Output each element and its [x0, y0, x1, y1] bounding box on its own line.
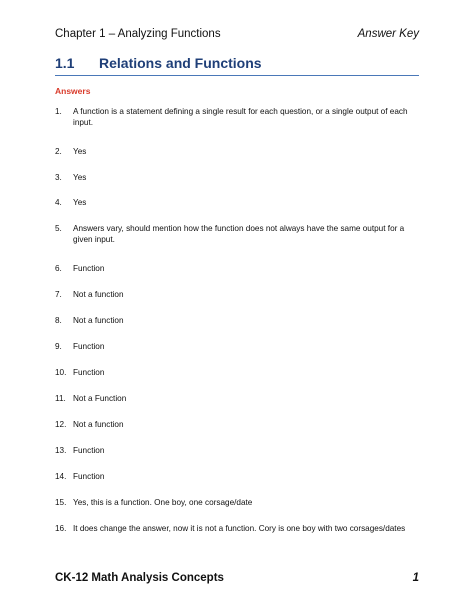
answer-item — [55, 172, 419, 183]
answer-number: 3. — [55, 173, 62, 182]
answer-item — [55, 445, 419, 456]
answer-item — [55, 197, 419, 208]
answer-number: 5. — [55, 224, 62, 233]
answer-number: 14. — [55, 472, 67, 481]
answer-number: 6. — [55, 264, 62, 273]
chapter-title: Chapter 1 – Analyzing Functions — [55, 28, 221, 40]
answer-text: Answers vary, should mention how the function does not always have the same output for a given input. — [73, 224, 405, 245]
answer-item — [55, 106, 419, 128]
answer-item — [55, 523, 419, 534]
answer-text: Function — [73, 446, 105, 455]
answer-item — [55, 419, 419, 430]
answer-list — [55, 0, 419, 613]
answer-text: Yes — [73, 147, 87, 156]
answer-text: Yes — [73, 173, 87, 182]
answer-text: Function — [73, 472, 105, 481]
answer-number: 9. — [55, 342, 62, 351]
section-number: 1.1 — [55, 55, 75, 71]
answer-item — [55, 393, 419, 404]
answer-text: Not a Function — [73, 394, 127, 403]
answer-text: Yes — [73, 198, 87, 207]
answer-number: 7. — [55, 290, 62, 299]
answer-number: 13. — [55, 446, 67, 455]
answer-number: 4. — [55, 198, 62, 207]
answer-item — [55, 315, 419, 326]
answer-item — [55, 367, 419, 378]
answer-item — [55, 289, 419, 300]
answer-text: Yes, this is a function. One boy, one corsage/date — [73, 498, 253, 507]
answer-number: 12. — [55, 420, 67, 429]
answer-number: 16. — [55, 524, 67, 533]
answer-number: 15. — [55, 498, 67, 507]
answer-number: 10. — [55, 368, 67, 377]
answer-item — [55, 341, 419, 352]
answer-text: Not a function — [73, 316, 124, 325]
answer-text: Not a function — [73, 290, 124, 299]
answer-key-label: Answer Key — [357, 28, 419, 40]
page-footer — [55, 572, 419, 588]
answer-number: 11. — [55, 394, 66, 403]
answer-text: A function is a statement defining a single result for each question, or a single output of each input. — [73, 107, 408, 128]
answer-item — [55, 471, 419, 482]
answer-number: 1. — [55, 107, 62, 116]
answer-text: Function — [73, 342, 105, 351]
answer-item — [55, 146, 419, 157]
answer-item — [55, 223, 419, 245]
answer-item — [55, 497, 419, 508]
answer-text: Function — [73, 368, 105, 377]
answer-text: Function — [73, 264, 105, 273]
answer-number: 8. — [55, 316, 62, 325]
page-number: 1 — [412, 572, 419, 584]
answers-label: Answers — [55, 86, 91, 96]
answer-item — [55, 263, 419, 274]
book-title: CK-12 Math Analysis Concepts — [55, 572, 224, 584]
answer-text: Not a function — [73, 420, 124, 429]
answer-number: 2. — [55, 147, 62, 156]
answer-text: It does change the answer, now it is not a function. Cory is one boy with two corsages/dates — [73, 524, 406, 533]
section-title: Relations and Functions — [99, 55, 262, 71]
